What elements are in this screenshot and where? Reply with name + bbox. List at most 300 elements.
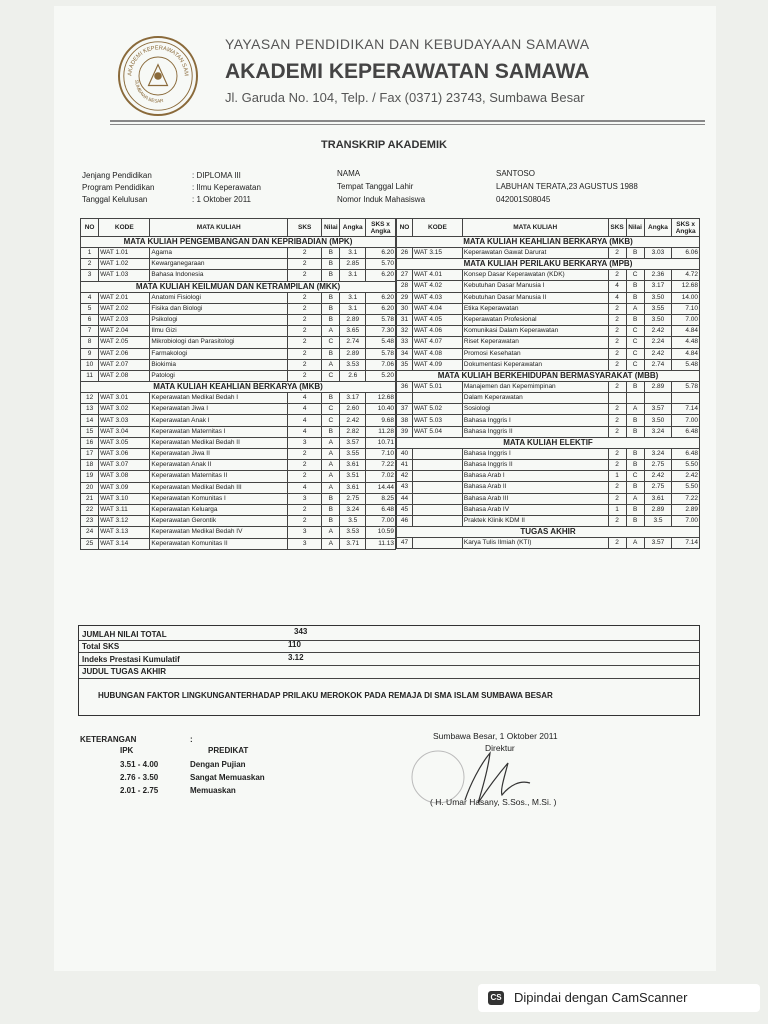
- keterangan-label: KETERANGAN: [80, 735, 137, 744]
- cell-sks: 4: [288, 393, 322, 404]
- cell-no: 3: [81, 270, 99, 281]
- cell-angka: 2.82: [340, 426, 366, 437]
- cell-angka: 2.85: [340, 259, 366, 270]
- cell-kode: WAT 5.02: [412, 404, 462, 415]
- section-title: MATA KULIAH KEILMUAN DAN KETRAMPILAN (MKK): [81, 281, 396, 292]
- cell-kode: WAT 3.11: [99, 504, 150, 515]
- cell-sks-x-angka: 4.48: [672, 337, 700, 348]
- predikat-header: PREDIKAT: [208, 746, 249, 755]
- table-row: [81, 437, 396, 448]
- cell-nilai: C: [322, 370, 340, 381]
- cell-mata-kuliah: Agama: [150, 248, 288, 259]
- cell-sks: 4: [288, 404, 322, 415]
- cell-kode: WAT 2.06: [99, 348, 150, 359]
- cell-sks: 2: [288, 449, 322, 460]
- cell-kode: WAT 3.13: [99, 527, 150, 538]
- col-no: NO: [81, 219, 99, 237]
- cell-angka: 3.57: [644, 404, 672, 415]
- seal-top-text: AKADEMI KEPERAWATAN SAM: [127, 45, 189, 77]
- col-sks-x-angka: SKS x Angka: [366, 219, 396, 237]
- cell-no: 21: [81, 493, 99, 504]
- cell-no: 25: [81, 538, 99, 549]
- lulus-label: Tanggal Kelulusan: [82, 195, 148, 204]
- ipk-label: Indeks Prestasi Kumulatif: [82, 655, 180, 664]
- cell-angka: 3.51: [340, 471, 366, 482]
- cell-angka: 2.24: [644, 337, 672, 348]
- cell-sks: 2: [608, 493, 626, 504]
- cell-angka: 3.57: [644, 538, 672, 549]
- predikat-3: Memuaskan: [190, 786, 236, 795]
- cell-no: 15: [81, 426, 99, 437]
- nim-label: Nomor Induk Mahasiswa: [337, 195, 426, 204]
- cell-angka: 2.36: [644, 270, 672, 281]
- section-row: [81, 237, 396, 248]
- cell-angka: 2.74: [644, 359, 672, 370]
- table-row: [397, 415, 700, 426]
- cell-sks-x-angka: 10.71: [366, 437, 396, 448]
- table-row: [81, 348, 396, 359]
- cell-mata-kuliah: Keperawatan Profesional: [462, 314, 608, 325]
- signature-role: Direktur: [485, 743, 515, 753]
- cell-mata-kuliah: Keperawatan Maternitas I: [150, 426, 288, 437]
- table-row: [81, 314, 396, 325]
- cell-angka: 2.75: [340, 493, 366, 504]
- col-mata-kuliah: MATA KULIAH: [462, 219, 608, 237]
- cell-angka: 2.89: [644, 381, 672, 392]
- cell-angka: 3.24: [340, 504, 366, 515]
- cell-sks-x-angka: 8.25: [366, 493, 396, 504]
- cell-kode: WAT 4.02: [412, 281, 462, 292]
- cell-nilai: B: [626, 248, 644, 259]
- prodi-label: Program Pendidikan: [82, 183, 155, 192]
- cell-sks: 2: [608, 515, 626, 526]
- table-row: [397, 460, 700, 471]
- judul-label: JUDUL TUGAS AKHIR: [82, 667, 167, 676]
- keterangan-colon: :: [190, 735, 193, 744]
- ipk-range-3: 2.01 - 2.75: [120, 786, 159, 795]
- grades-table-right: [396, 218, 700, 549]
- nama-value: SANTOSO: [496, 169, 535, 178]
- cell-mata-kuliah: Keperawatan Medikal Bedah III: [150, 482, 288, 493]
- cell-kode: [412, 471, 462, 482]
- institution-address: Jl. Garuda No. 104, Telp. / Fax (0371) 23743, Sumbawa Besar: [225, 90, 585, 105]
- cell-angka: 3.57: [340, 437, 366, 448]
- cell-no: 37: [397, 404, 413, 415]
- cell-mata-kuliah: Keperawatan Anak I: [150, 415, 288, 426]
- table-row: [397, 426, 700, 437]
- cell-sks: 2: [288, 326, 322, 337]
- cell-sks: 2: [288, 516, 322, 527]
- cell-no: 16: [81, 437, 99, 448]
- cell-kode: WAT 5.03: [412, 415, 462, 426]
- cell-sks-x-angka: 2.42: [672, 471, 700, 482]
- cell-mata-kuliah: Manajemen dan Kepemimpinan: [462, 381, 608, 392]
- table-row: [397, 303, 700, 314]
- cell-sks: [608, 393, 626, 404]
- cell-no: 39: [397, 426, 413, 437]
- table-row: [397, 348, 700, 359]
- cell-sks-x-angka: 6.48: [672, 426, 700, 437]
- cell-sks-x-angka: 7.00: [366, 516, 396, 527]
- table-row: [397, 538, 700, 549]
- cell-no: 7: [81, 326, 99, 337]
- document-title: TRANSKRIP AKADEMIK: [321, 139, 447, 151]
- cell-kode: WAT 3.04: [99, 426, 150, 437]
- cell-nilai: A: [626, 493, 644, 504]
- cell-mata-kuliah: Bahasa Indonesia: [150, 270, 288, 281]
- cell-nilai: B: [626, 460, 644, 471]
- prodi-value: : Ilmu Keperawatan: [192, 183, 261, 192]
- section-title: MATA KULIAH ELEKTIF: [397, 437, 700, 448]
- header-divider: [110, 120, 705, 122]
- cell-sks-x-angka: 5.50: [672, 482, 700, 493]
- cell-mata-kuliah: Bahasa Arab I: [462, 471, 608, 482]
- cell-mata-kuliah: Patologi: [150, 370, 288, 381]
- col-sks-x-angka: SKS x Angka: [672, 219, 700, 237]
- cell-no: 44: [397, 493, 413, 504]
- cell-kode: WAT 1.02: [99, 259, 150, 270]
- table-row: [397, 281, 700, 292]
- cell-no: 23: [81, 516, 99, 527]
- cell-no: 1: [81, 248, 99, 259]
- cell-kode: [412, 460, 462, 471]
- cell-no: 24: [81, 527, 99, 538]
- cell-nilai: A: [322, 326, 340, 337]
- cell-nilai: B: [626, 515, 644, 526]
- cell-sks: 2: [288, 337, 322, 348]
- cell-sks: 3: [288, 527, 322, 538]
- cell-nilai: C: [626, 348, 644, 359]
- cell-nilai: C: [626, 270, 644, 281]
- cell-nilai: B: [626, 426, 644, 437]
- cell-sks-x-angka: 14.00: [672, 292, 700, 303]
- cell-sks: 2: [288, 460, 322, 471]
- cell-sks: 2: [608, 337, 626, 348]
- ipk-range-2: 2.76 - 3.50: [120, 773, 159, 782]
- cell-mata-kuliah: Etika Keperawatan: [462, 303, 608, 314]
- lulus-value: : 1 Oktober 2011: [192, 195, 251, 204]
- cell-kode: WAT 4.06: [412, 326, 462, 337]
- cell-kode: WAT 3.07: [99, 460, 150, 471]
- cell-sks-x-angka: 4.84: [672, 326, 700, 337]
- cell-sks-x-angka: 7.00: [672, 415, 700, 426]
- cell-sks-x-angka: 7.10: [672, 303, 700, 314]
- cell-mata-kuliah: Kebutuhan Dasar Manusia I: [462, 281, 608, 292]
- col-no: NO: [397, 219, 413, 237]
- cell-mata-kuliah: Bahasa Inggris I: [462, 415, 608, 426]
- cell-mata-kuliah: Keperawatan Medikal Bedah IV: [150, 527, 288, 538]
- cell-angka: 3.1: [340, 270, 366, 281]
- table-row: [397, 292, 700, 303]
- cell-no: 27: [397, 270, 413, 281]
- cell-angka: 3.50: [644, 292, 672, 303]
- section-title: MATA KULIAH PENGEMBANGAN DAN KEPRIBADIAN (MPK): [81, 237, 396, 248]
- cell-nilai: C: [626, 359, 644, 370]
- cell-kode: WAT 3.08: [99, 471, 150, 482]
- cell-sks: 2: [288, 303, 322, 314]
- table-row: [397, 337, 700, 348]
- cell-angka: 2.89: [340, 348, 366, 359]
- cell-no: 34: [397, 348, 413, 359]
- cell-angka: 3.24: [644, 426, 672, 437]
- cell-sks: 2: [288, 471, 322, 482]
- cell-sks-x-angka: 10.59: [366, 527, 396, 538]
- camscanner-text: Dipindai dengan CamScanner: [514, 990, 688, 1005]
- cell-kode: WAT 3.12: [99, 516, 150, 527]
- cell-kode: [412, 493, 462, 504]
- cell-kode: WAT 3.01: [99, 393, 150, 404]
- cell-nilai: A: [626, 404, 644, 415]
- cell-no: 46: [397, 515, 413, 526]
- col-kode: KODE: [412, 219, 462, 237]
- cell-sks: 2: [608, 303, 626, 314]
- cell-sks: 2: [288, 259, 322, 270]
- cell-nilai: B: [322, 270, 340, 281]
- cell-sks: 2: [288, 292, 322, 303]
- cell-sks-x-angka: 6.20: [366, 303, 396, 314]
- table-row: [397, 482, 700, 493]
- cell-mata-kuliah: Konsep Dasar Keperawatan (KDK): [462, 270, 608, 281]
- jenjang-value: : DIPLOMA III: [192, 171, 241, 180]
- cell-kode: [412, 393, 462, 404]
- cell-mata-kuliah: Keperawatan Anak II: [150, 460, 288, 471]
- cell-sks-x-angka: 6.48: [672, 448, 700, 459]
- cell-sks: 2: [288, 504, 322, 515]
- table-row: [81, 259, 396, 270]
- cell-no: 36: [397, 381, 413, 392]
- cell-nilai: A: [322, 527, 340, 538]
- table-row: [397, 448, 700, 459]
- cell-nilai: C: [322, 337, 340, 348]
- cell-no: 29: [397, 292, 413, 303]
- col-nilai: Nilai: [322, 219, 340, 237]
- cell-kode: WAT 4.05: [412, 314, 462, 325]
- cell-sks: 2: [608, 270, 626, 281]
- table-row: [81, 516, 396, 527]
- table-row: [397, 381, 700, 392]
- col-sks: SKS: [288, 219, 322, 237]
- cell-angka: 3.17: [340, 393, 366, 404]
- cell-kode: WAT 3.03: [99, 415, 150, 426]
- table-row: [397, 504, 700, 515]
- table-row: [397, 471, 700, 482]
- cell-angka: 3.65: [340, 326, 366, 337]
- cell-nilai: A: [322, 359, 340, 370]
- section-row: [397, 370, 700, 381]
- cell-kode: WAT 2.02: [99, 303, 150, 314]
- cell-mata-kuliah: Farmakologi: [150, 348, 288, 359]
- cell-no: 41: [397, 460, 413, 471]
- cell-sks-x-angka: 7.14: [672, 538, 700, 549]
- cell-kode: WAT 3.15: [412, 248, 462, 259]
- table-row: [81, 292, 396, 303]
- cell-sks: 1: [608, 471, 626, 482]
- cell-angka: 2.89: [644, 504, 672, 515]
- cell-sks-x-angka: 11.28: [366, 426, 396, 437]
- cell-angka: 2.74: [340, 337, 366, 348]
- table-row: [397, 359, 700, 370]
- cell-nilai: B: [626, 448, 644, 459]
- cell-mata-kuliah: Bahasa Arab II: [462, 482, 608, 493]
- table-row: [81, 303, 396, 314]
- cell-nilai: C: [626, 326, 644, 337]
- cell-kode: WAT 4.01: [412, 270, 462, 281]
- cell-nilai: B: [322, 426, 340, 437]
- cell-sks: 2: [288, 348, 322, 359]
- cell-nilai: B: [626, 415, 644, 426]
- total-sks-value: 110: [288, 640, 301, 649]
- cell-nilai: B: [322, 504, 340, 515]
- cell-mata-kuliah: Bahasa Inggris II: [462, 460, 608, 471]
- cell-angka: 3.50: [644, 415, 672, 426]
- cell-sks: 3: [288, 538, 322, 549]
- cell-nilai: A: [322, 471, 340, 482]
- cell-no: 26: [397, 248, 413, 259]
- table-row: [397, 393, 700, 404]
- institution-name: AKADEMI KEPERAWATAN SAMAWA: [225, 60, 590, 83]
- cell-angka: 3.50: [644, 314, 672, 325]
- cell-angka: [644, 393, 672, 404]
- cell-angka: 3.5: [340, 516, 366, 527]
- section-row: [81, 281, 396, 292]
- cell-mata-kuliah: Keperawatan Medikal Bedah II: [150, 437, 288, 448]
- cell-kode: [412, 504, 462, 515]
- cell-sks: 4: [288, 482, 322, 493]
- cell-kode: WAT 5.01: [412, 381, 462, 392]
- ipk-header: IPK: [120, 746, 134, 755]
- cell-no: [397, 393, 413, 404]
- cell-angka: 2.75: [644, 482, 672, 493]
- cell-sks: 2: [608, 326, 626, 337]
- cell-angka: 3.1: [340, 248, 366, 259]
- cell-mata-kuliah: Psikologi: [150, 314, 288, 325]
- summary-box: [78, 625, 700, 716]
- ipk-range-1: 3.51 - 4.00: [120, 760, 159, 769]
- col-angka: Angka: [340, 219, 366, 237]
- cell-sks: 2: [608, 415, 626, 426]
- col-sks: SKS: [608, 219, 626, 237]
- cell-sks-x-angka: 14.44: [366, 482, 396, 493]
- cell-kode: [412, 515, 462, 526]
- table-row: [81, 248, 396, 259]
- cell-angka: 3.5: [644, 515, 672, 526]
- cell-mata-kuliah: Sosiologi: [462, 404, 608, 415]
- cell-kode: WAT 2.03: [99, 314, 150, 325]
- cell-no: 32: [397, 326, 413, 337]
- foundation-name: YAYASAN PENDIDIKAN DAN KEBUDAYAAN SAMAWA: [225, 36, 590, 52]
- cell-mata-kuliah: Promosi Kesehatan: [462, 348, 608, 359]
- cell-sks-x-angka: 7.00: [672, 515, 700, 526]
- svg-text:SUMBAWA BESAR: [133, 79, 164, 104]
- table-row: [81, 504, 396, 515]
- table-row: [81, 270, 396, 281]
- cell-no: 19: [81, 471, 99, 482]
- cell-nilai: B: [626, 281, 644, 292]
- cell-kode: WAT 3.02: [99, 404, 150, 415]
- cell-angka: 3.1: [340, 292, 366, 303]
- cell-mata-kuliah: Biokimia: [150, 359, 288, 370]
- cell-nilai: A: [322, 460, 340, 471]
- predikat-2: Sangat Memuaskan: [190, 773, 265, 782]
- cell-no: 10: [81, 359, 99, 370]
- scanner-watermark: [478, 984, 760, 1012]
- cell-kode: [412, 538, 462, 549]
- cell-kode: WAT 2.01: [99, 292, 150, 303]
- table-row: [81, 471, 396, 482]
- cell-sks: 3: [288, 437, 322, 448]
- cell-sks-x-angka: 7.06: [366, 359, 396, 370]
- cell-kode: WAT 3.10: [99, 493, 150, 504]
- cell-sks-x-angka: 4.84: [672, 348, 700, 359]
- cell-mata-kuliah: Keperawatan Maternitas II: [150, 471, 288, 482]
- section-title: MATA KULIAH PERILAKU BERKARYA (MPB): [397, 259, 700, 270]
- jenjang-label: Jenjang Pendidikan: [82, 171, 152, 180]
- signature-name: ( H. Umar Hasany, S.Sos., M.Si. ): [430, 797, 557, 807]
- table-row: [81, 415, 396, 426]
- cell-angka: 3.55: [644, 303, 672, 314]
- section-title: TUGAS AKHIR: [397, 527, 700, 538]
- nama-label: NAMA: [337, 169, 361, 178]
- cell-kode: WAT 2.08: [99, 370, 150, 381]
- cell-kode: WAT 4.08: [412, 348, 462, 359]
- cell-sks: 2: [288, 314, 322, 325]
- cell-sks: 2: [608, 538, 626, 549]
- cell-mata-kuliah: Fisika dan Biologi: [150, 303, 288, 314]
- cell-sks-x-angka: 7.02: [366, 471, 396, 482]
- cell-no: 4: [81, 292, 99, 303]
- col-angka: Angka: [644, 219, 672, 237]
- cell-sks-x-angka: 7.22: [366, 460, 396, 471]
- cell-no: 8: [81, 337, 99, 348]
- cell-mata-kuliah: Keperawatan Komunitas II: [150, 538, 288, 549]
- cell-mata-kuliah: Keperawatan Jiwa I: [150, 404, 288, 415]
- cell-sks-x-angka: 6.20: [366, 270, 396, 281]
- cell-mata-kuliah: Kewarganegaraan: [150, 259, 288, 270]
- cell-sks-x-angka: 2.89: [672, 504, 700, 515]
- cell-nilai: B: [322, 248, 340, 259]
- section-row: [397, 527, 700, 538]
- cell-angka: 2.6: [340, 370, 366, 381]
- cell-mata-kuliah: Keperawatan Medikal Bedah I: [150, 393, 288, 404]
- table-row: [397, 493, 700, 504]
- cell-kode: WAT 2.05: [99, 337, 150, 348]
- cell-angka: 2.42: [644, 471, 672, 482]
- cell-sks-x-angka: 7.00: [672, 314, 700, 325]
- cell-mata-kuliah: Keperawatan Gawat Darurat: [462, 248, 608, 259]
- cell-sks-x-angka: 11.13: [366, 538, 396, 549]
- cell-sks-x-angka: 5.50: [672, 460, 700, 471]
- table-row: [81, 337, 396, 348]
- cell-mata-kuliah: Karya Tulis Ilmiah (KTI): [462, 538, 608, 549]
- cell-no: 17: [81, 449, 99, 460]
- cell-mata-kuliah: Anatomi Fisiologi: [150, 292, 288, 303]
- cell-sks-x-angka: 6.20: [366, 248, 396, 259]
- cell-sks-x-angka: 5.78: [366, 314, 396, 325]
- cell-sks-x-angka: 4.72: [672, 270, 700, 281]
- cell-angka: 3.55: [340, 449, 366, 460]
- cell-no: 40: [397, 448, 413, 459]
- signature-place-date: Sumbawa Besar, 1 Oktober 2011: [433, 731, 558, 741]
- header-divider-thin: [110, 124, 705, 125]
- cell-no: 35: [397, 359, 413, 370]
- cell-mata-kuliah: Bahasa Inggris II: [462, 426, 608, 437]
- jumlah-label: JUMLAH NILAI TOTAL: [82, 630, 167, 639]
- cell-nilai: A: [322, 449, 340, 460]
- table-row: [397, 515, 700, 526]
- cell-kode: WAT 2.07: [99, 359, 150, 370]
- cell-nilai: B: [322, 493, 340, 504]
- cell-sks: 2: [288, 359, 322, 370]
